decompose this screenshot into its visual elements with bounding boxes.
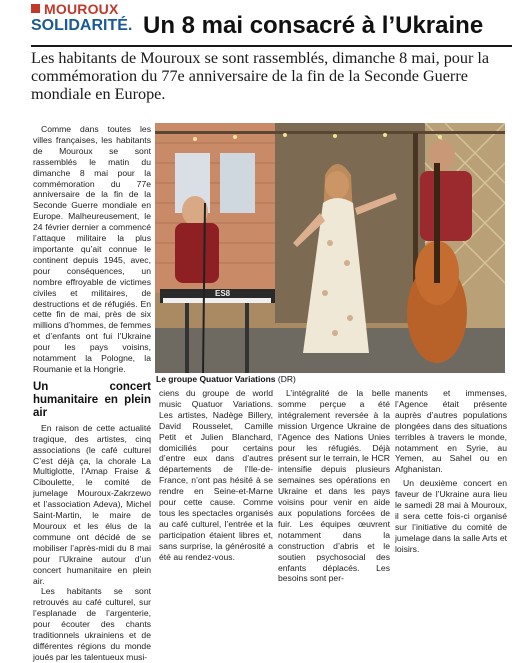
article-column-3 [278, 388, 390, 584]
concert-photo-illustration [155, 123, 505, 373]
article-column-4 [395, 388, 507, 555]
subhead: Un concert humanitaire en plein air [33, 380, 151, 419]
lede: Les habitants de Mouroux se sont rassemblés, dimanche 8 mai, pour la commémoration du 77e anniversaire de la fin de la Seconde Guerre mondiale en Europe. [31, 49, 490, 103]
section-name: MOUROUX [44, 1, 119, 17]
headline-rule [31, 45, 512, 47]
paragraph-agency: manents et immenses, l’Agence était présente auprès d’autres populations plongées dans des situations terribles à travers le monde, notamment en Syrie, au Yemen, au Sahel ou en Afghanistan. [395, 388, 507, 475]
keyboard-brand-label: ES8 [215, 289, 231, 298]
article-column-2 [159, 388, 273, 563]
paragraph-second-concert: Un deuxième concert en faveur de l’Ukraine aura lieu le samedi 28 mai à Mouroux, il sera cette fois-ci organisé sur l’initiative du comité de jumelage dans la salle Arts et loisirs. [395, 478, 507, 554]
photo-caption [156, 374, 296, 384]
paragraph-donation: L’intégralité de la belle somme perçue a été intégralement reversée à la mission Urgence Ukraine de l’Agence des Nations Unies pour les réfugiés. Déjà présent sur le terrain, le HCR intensifie depuis plusieurs semaines ses opérations en Ukraine et dans les pays voisins pour venir en aide aux populations forcées de fuir. Les équipes œuvrent notamment dans la construction d’abris et le soutien psychosocial des enfants déplacés. Les besoins sont per- [278, 388, 390, 584]
caption-text: Le groupe Quatuor Variations [156, 374, 276, 384]
concert-photo [155, 123, 505, 373]
paragraph-cafe: Les habitants se sont retrouvés au café culturel, sur l’esplanade de l’argenterie, pour écouter des chants traditionnels ukrainiens et de différentes régions du monde joués par les talentueux musi- [33, 586, 151, 662]
paragraph-intro: Comme dans toutes les villes françaises, les habitants de Mouroux se sont rassemblés le matin du dimanche 8 mai pour la commémoration du 77e anniversaire de la fin de la Seconde Guerre mondiale en Europe. Malheureusement, le 24 février dernier a commencé l’attaque militaire la plus importante qu’ait connue le continent depuis 1945, avec, pour conséquences, un nombre effroyable de victimes civiles et militaires, de destructions et de réfugiés. En cette fin de mai, près de six millions d’hommes, de femmes et d’enfants ont fui l’Ukraine pour les pays voisins, notamment la Pologne, la Roumanie et la Hongrie. [33, 124, 151, 374]
section-square-icon [31, 4, 40, 13]
paragraph-concert: En raison de cette actualité tragique, des artistes, cinq associations (le café culturel C’est déjà ça, la chorale La Multiglotte, l’Amap Fraise & Ciboulette, le comité de jumelage Mouroux-Zakrzewo et l’association Adeva), Michel Saint-Martin, le maire de Mouroux et les élus de la commune ont décidé de se mobiliser l’après-midi du 8 mai pour l’Ukraine autour d’un concert humanitaire en plein air. [33, 422, 151, 586]
section-label [31, 1, 119, 17]
headline: Un 8 mai consacré à l’Ukraine [143, 12, 484, 39]
kicker: SOLIDARITÉ. [31, 17, 133, 34]
paragraph-musicians: ciens du groupe de world music Quatuor Variations. Les artistes, Nadège Billery, David Rousselet, Camille Petit et Julien Blanchard, domiciliés pour certains d’entre eux dans d’autres départements de l’Ile-de-France, n’ont pas hésité à se rendre en Seine-et-Marne pour cette cause. Comme tous les spectacles organisés au café culturel, l’entrée et la participation étaient libres et, sans surprise, la générosité a été au rendez-vous. [159, 388, 273, 562]
article-column-1 [33, 124, 151, 663]
photo-credit: (DR) [277, 374, 296, 384]
